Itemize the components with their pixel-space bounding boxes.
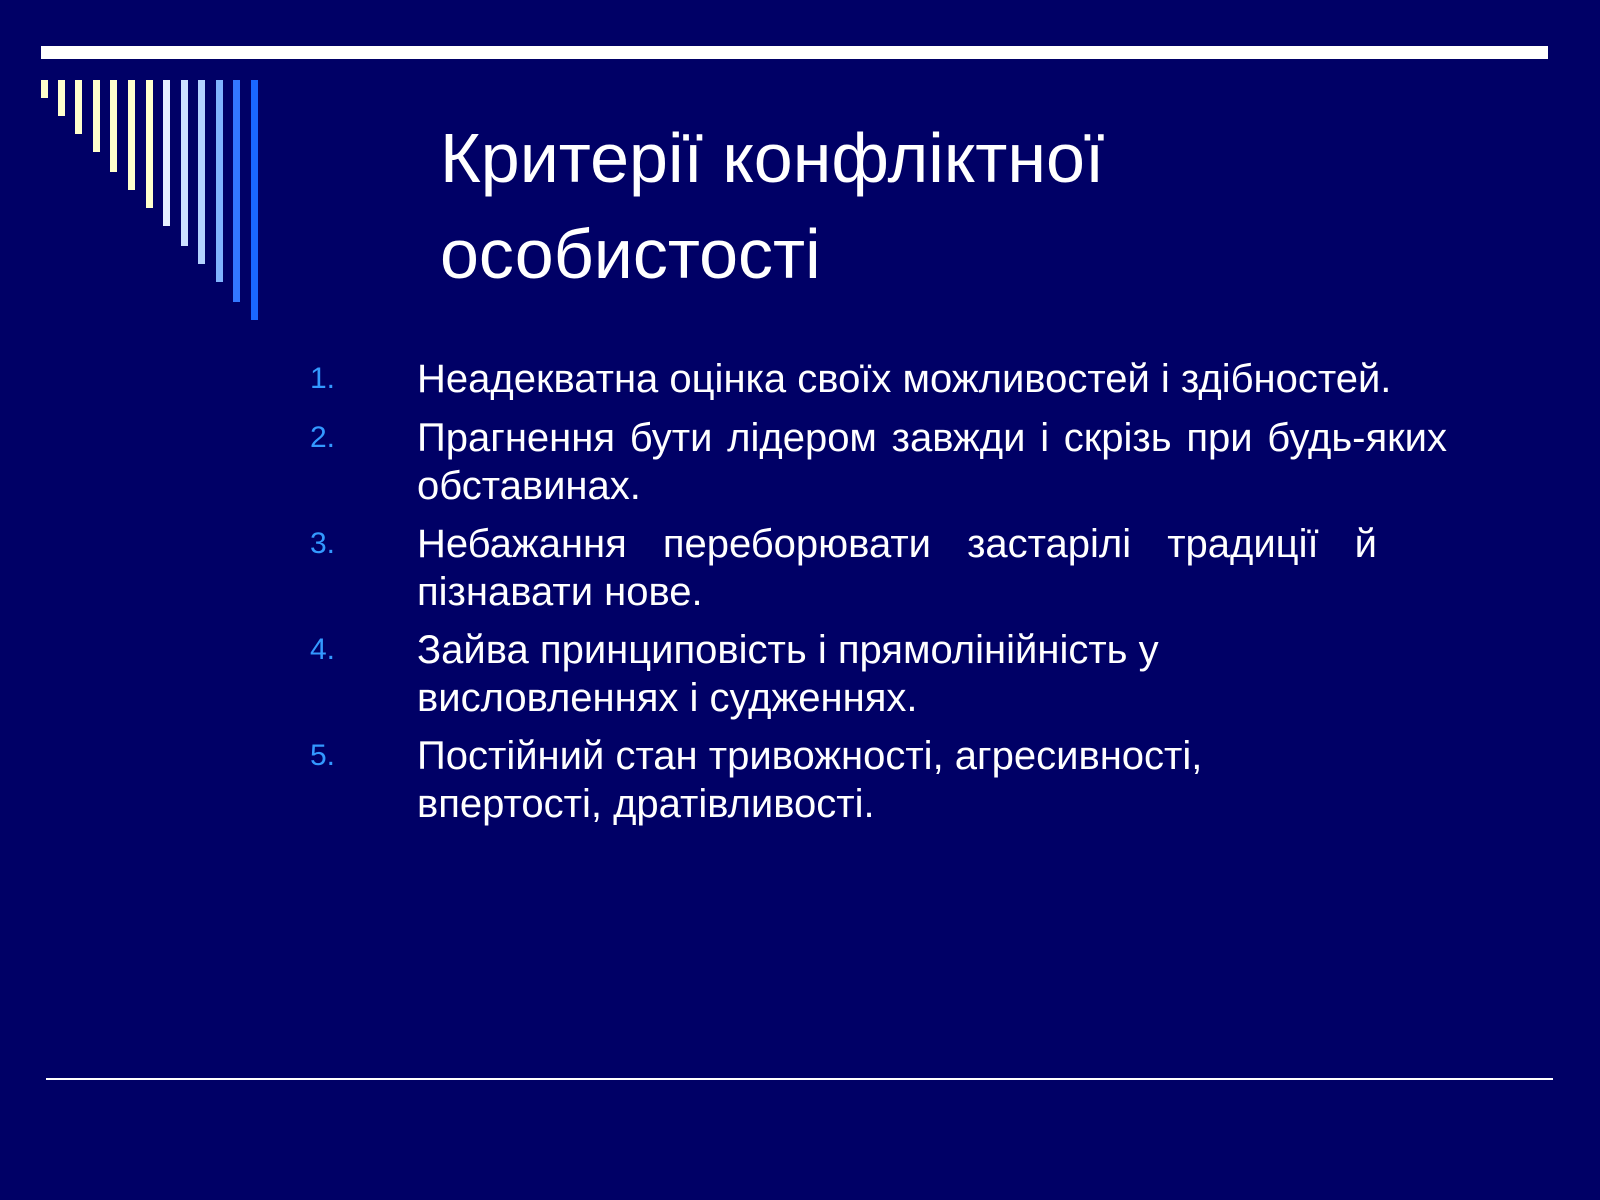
title-line-2: особистості	[440, 215, 821, 293]
stripe-7	[146, 80, 153, 208]
stripe-9	[181, 80, 188, 246]
stripe-4	[93, 80, 100, 152]
list-text: Постійний стан тривожності, агресивності, впертості, дратівливості.	[417, 734, 1203, 826]
stripe-13	[251, 80, 258, 320]
stripe-10	[198, 80, 205, 264]
stripe-2	[58, 80, 65, 116]
stripe-decoration	[0, 0, 300, 340]
stripe-6	[128, 80, 135, 190]
list-text: Небажання переборювати застарілі традиції й пізнавати нове.	[417, 522, 1377, 614]
stripe-3	[75, 80, 82, 134]
title-line-1: Критерії конфліктної	[440, 119, 1105, 197]
stripe-1	[41, 80, 48, 98]
bottom-rule	[46, 1078, 1553, 1080]
list-number: 2.	[310, 421, 336, 454]
stripe-11	[216, 80, 223, 282]
list-text: Неадекватна оцінка своїх можливостей і здібностей.	[417, 357, 1392, 401]
list-text: Зайва принциповість і прямолінійність у висловленнях і судженнях.	[417, 628, 1159, 720]
slide-title	[440, 110, 1540, 302]
list-text: Прагнення бути лідером завжди і скрізь при будь-яких обставинах.	[417, 416, 1447, 508]
list-number: 4.	[310, 633, 336, 666]
stripe-8	[163, 80, 170, 226]
stripe-12	[233, 80, 240, 302]
list-number: 1.	[310, 362, 336, 395]
list-number: 3.	[310, 527, 336, 560]
stripe-5	[110, 80, 117, 172]
list-number: 5.	[310, 739, 336, 772]
